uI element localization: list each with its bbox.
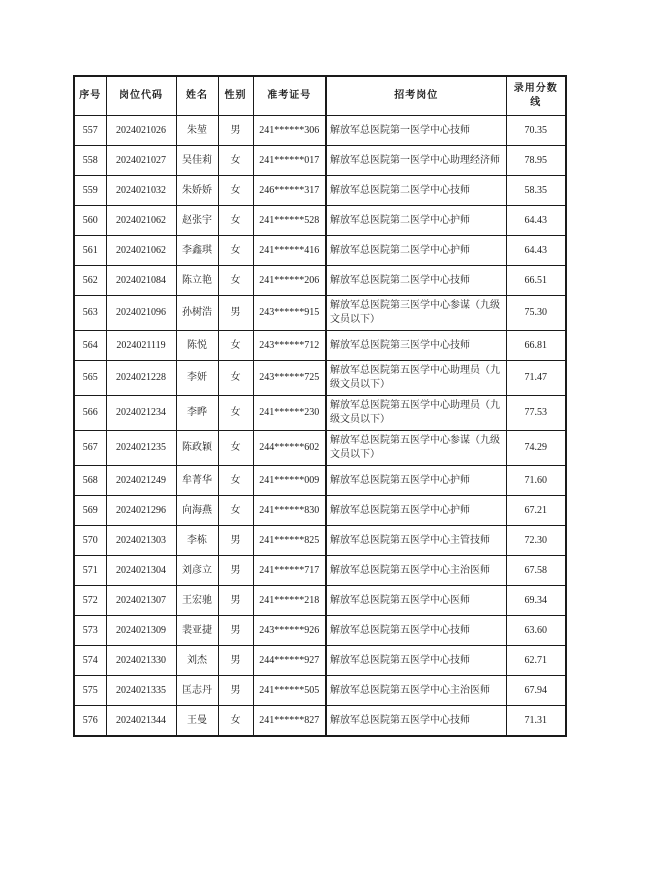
exam-id-cell: 241******528 xyxy=(253,206,326,236)
serial-number-cell: 569 xyxy=(74,496,106,526)
gender-cell: 女 xyxy=(218,706,253,737)
recruitment-position-cell: 解放军总医院第二医学中心技师 xyxy=(326,266,506,296)
table-row xyxy=(74,396,566,431)
table-row xyxy=(74,616,566,646)
score-line-cell: 71.60 xyxy=(506,466,566,496)
name-cell: 赵张宇 xyxy=(176,206,218,236)
score-line-cell: 64.43 xyxy=(506,206,566,236)
recruitment-position-cell: 解放军总医院第五医学中心护师 xyxy=(326,496,506,526)
name-cell: 匡志丹 xyxy=(176,676,218,706)
score-table xyxy=(73,75,567,737)
exam-id-cell: 246******317 xyxy=(253,176,326,206)
name-cell: 陈立艳 xyxy=(176,266,218,296)
recruitment-position-cell: 解放军总医院第五医学中心主治医师 xyxy=(326,676,506,706)
gender-cell: 女 xyxy=(218,331,253,361)
name-cell: 刘彦立 xyxy=(176,556,218,586)
serial-number-cell: 561 xyxy=(74,236,106,266)
exam-id-cell: 243******926 xyxy=(253,616,326,646)
position-code-cell: 2024021304 xyxy=(106,556,176,586)
score-line-cell: 71.47 xyxy=(506,361,566,396)
recruitment-position-cell: 解放军总医院第一医学中心技师 xyxy=(326,116,506,146)
column-header-exam-id: 准考证号 xyxy=(253,76,326,116)
serial-number-cell: 576 xyxy=(74,706,106,737)
serial-number-cell: 565 xyxy=(74,361,106,396)
position-code-cell: 2024021296 xyxy=(106,496,176,526)
serial-number-cell: 566 xyxy=(74,396,106,431)
exam-id-cell: 244******602 xyxy=(253,431,326,466)
column-header-score-line: 录用分数线 xyxy=(506,76,566,116)
table-row xyxy=(74,361,566,396)
score-line-cell: 71.31 xyxy=(506,706,566,737)
gender-cell: 男 xyxy=(218,556,253,586)
name-cell: 王宏驰 xyxy=(176,586,218,616)
name-cell: 朱娇娇 xyxy=(176,176,218,206)
column-header-serial-number: 序号 xyxy=(74,76,106,116)
table-row xyxy=(74,706,566,737)
gender-cell: 男 xyxy=(218,296,253,331)
position-code-cell: 2024021032 xyxy=(106,176,176,206)
name-cell: 李鑫琪 xyxy=(176,236,218,266)
score-line-cell: 77.53 xyxy=(506,396,566,431)
column-header-name: 姓名 xyxy=(176,76,218,116)
name-cell: 陈政颖 xyxy=(176,431,218,466)
table-row xyxy=(74,496,566,526)
recruitment-position-cell: 解放军总医院第五医学中心主治医师 xyxy=(326,556,506,586)
recruitment-position-cell: 解放军总医院第五医学中心助理员（九级文员以下） xyxy=(326,396,506,431)
score-line-cell: 58.35 xyxy=(506,176,566,206)
name-cell: 牟菁华 xyxy=(176,466,218,496)
gender-cell: 女 xyxy=(218,206,253,236)
table-row xyxy=(74,586,566,616)
exam-id-cell: 241******830 xyxy=(253,496,326,526)
position-code-cell: 2024021234 xyxy=(106,396,176,431)
name-cell: 李栋 xyxy=(176,526,218,556)
serial-number-cell: 570 xyxy=(74,526,106,556)
table-row xyxy=(74,676,566,706)
position-code-cell: 2024021084 xyxy=(106,266,176,296)
serial-number-cell: 567 xyxy=(74,431,106,466)
exam-id-cell: 241******717 xyxy=(253,556,326,586)
gender-cell: 女 xyxy=(218,266,253,296)
recruitment-position-cell: 解放军总医院第二医学中心技师 xyxy=(326,176,506,206)
exam-id-cell: 241******009 xyxy=(253,466,326,496)
name-cell: 李妍 xyxy=(176,361,218,396)
score-line-cell: 67.21 xyxy=(506,496,566,526)
recruitment-position-cell: 解放军总医院第三医学中心技师 xyxy=(326,331,506,361)
table-row xyxy=(74,466,566,496)
exam-id-cell: 244******927 xyxy=(253,646,326,676)
exam-id-cell: 241******827 xyxy=(253,706,326,737)
score-line-cell: 62.71 xyxy=(506,646,566,676)
name-cell: 向海燕 xyxy=(176,496,218,526)
serial-number-cell: 575 xyxy=(74,676,106,706)
table-row xyxy=(74,266,566,296)
column-header-recruitment-position: 招考岗位 xyxy=(326,76,506,116)
gender-cell: 女 xyxy=(218,146,253,176)
score-line-cell: 72.30 xyxy=(506,526,566,556)
score-line-cell: 75.30 xyxy=(506,296,566,331)
table-row xyxy=(74,556,566,586)
gender-cell: 男 xyxy=(218,676,253,706)
recruitment-position-cell: 解放军总医院第五医学中心护师 xyxy=(326,466,506,496)
exam-id-cell: 241******230 xyxy=(253,396,326,431)
score-line-cell: 66.81 xyxy=(506,331,566,361)
position-code-cell: 2024021062 xyxy=(106,206,176,236)
table-row xyxy=(74,646,566,676)
gender-cell: 男 xyxy=(218,646,253,676)
table-row xyxy=(74,296,566,331)
exam-id-cell: 241******416 xyxy=(253,236,326,266)
score-line-cell: 70.35 xyxy=(506,116,566,146)
position-code-cell: 2024021330 xyxy=(106,646,176,676)
score-line-cell: 78.95 xyxy=(506,146,566,176)
exam-id-cell: 243******725 xyxy=(253,361,326,396)
name-cell: 吴佳莉 xyxy=(176,146,218,176)
table-row xyxy=(74,431,566,466)
recruitment-position-cell: 解放军总医院第五医学中心医师 xyxy=(326,586,506,616)
name-cell: 朱堃 xyxy=(176,116,218,146)
score-line-cell: 63.60 xyxy=(506,616,566,646)
gender-cell: 女 xyxy=(218,466,253,496)
position-code-cell: 2024021027 xyxy=(106,146,176,176)
name-cell: 陈悦 xyxy=(176,331,218,361)
serial-number-cell: 571 xyxy=(74,556,106,586)
position-code-cell: 2024021062 xyxy=(106,236,176,266)
table-row xyxy=(74,116,566,146)
serial-number-cell: 574 xyxy=(74,646,106,676)
gender-cell: 女 xyxy=(218,361,253,396)
serial-number-cell: 557 xyxy=(74,116,106,146)
score-line-cell: 67.58 xyxy=(506,556,566,586)
table-row xyxy=(74,146,566,176)
exam-id-cell: 241******206 xyxy=(253,266,326,296)
table-header xyxy=(74,76,566,116)
name-cell: 裴亚捷 xyxy=(176,616,218,646)
position-code-cell: 2024021228 xyxy=(106,361,176,396)
position-code-cell: 2024021096 xyxy=(106,296,176,331)
serial-number-cell: 564 xyxy=(74,331,106,361)
column-header-gender: 性别 xyxy=(218,76,253,116)
name-cell: 王曼 xyxy=(176,706,218,737)
recruitment-position-cell: 解放军总医院第五医学中心技师 xyxy=(326,616,506,646)
gender-cell: 男 xyxy=(218,616,253,646)
recruitment-position-cell: 解放军总医院第五医学中心技师 xyxy=(326,646,506,676)
gender-cell: 男 xyxy=(218,586,253,616)
position-code-cell: 2024021249 xyxy=(106,466,176,496)
recruitment-position-cell: 解放军总医院第五医学中心助理员（九级文员以下） xyxy=(326,361,506,396)
serial-number-cell: 573 xyxy=(74,616,106,646)
serial-number-cell: 568 xyxy=(74,466,106,496)
column-header-position-code: 岗位代码 xyxy=(106,76,176,116)
position-code-cell: 2024021307 xyxy=(106,586,176,616)
table-body xyxy=(74,116,566,737)
score-line-cell: 74.29 xyxy=(506,431,566,466)
serial-number-cell: 558 xyxy=(74,146,106,176)
serial-number-cell: 563 xyxy=(74,296,106,331)
exam-id-cell: 241******505 xyxy=(253,676,326,706)
score-line-cell: 66.51 xyxy=(506,266,566,296)
table-row xyxy=(74,206,566,236)
score-line-cell: 69.34 xyxy=(506,586,566,616)
table-row xyxy=(74,526,566,556)
recruitment-position-cell: 解放军总医院第五医学中心技师 xyxy=(326,706,506,737)
recruitment-position-cell: 解放军总医院第五医学中心参谋（九级文员以下） xyxy=(326,431,506,466)
recruitment-position-cell: 解放军总医院第三医学中心参谋（九级文员以下） xyxy=(326,296,506,331)
recruitment-position-cell: 解放军总医院第二医学中心护师 xyxy=(326,206,506,236)
exam-id-cell: 241******825 xyxy=(253,526,326,556)
exam-id-cell: 241******306 xyxy=(253,116,326,146)
serial-number-cell: 560 xyxy=(74,206,106,236)
gender-cell: 女 xyxy=(218,431,253,466)
gender-cell: 女 xyxy=(218,496,253,526)
exam-id-cell: 243******712 xyxy=(253,331,326,361)
position-code-cell: 2024021309 xyxy=(106,616,176,646)
recruitment-position-cell: 解放军总医院第五医学中心主管技师 xyxy=(326,526,506,556)
table-row xyxy=(74,176,566,206)
name-cell: 孙树浩 xyxy=(176,296,218,331)
header-row xyxy=(74,76,566,116)
gender-cell: 女 xyxy=(218,396,253,431)
table-row xyxy=(74,236,566,266)
name-cell: 李晔 xyxy=(176,396,218,431)
name-cell: 刘杰 xyxy=(176,646,218,676)
gender-cell: 女 xyxy=(218,176,253,206)
serial-number-cell: 562 xyxy=(74,266,106,296)
exam-id-cell: 243******915 xyxy=(253,296,326,331)
position-code-cell: 2024021303 xyxy=(106,526,176,556)
serial-number-cell: 572 xyxy=(74,586,106,616)
gender-cell: 男 xyxy=(218,526,253,556)
position-code-cell: 2024021344 xyxy=(106,706,176,737)
score-line-cell: 64.43 xyxy=(506,236,566,266)
recruitment-position-cell: 解放军总医院第一医学中心助理经济师 xyxy=(326,146,506,176)
table-row xyxy=(74,331,566,361)
position-code-cell: 2024021119 xyxy=(106,331,176,361)
gender-cell: 女 xyxy=(218,236,253,266)
position-code-cell: 2024021335 xyxy=(106,676,176,706)
position-code-cell: 2024021235 xyxy=(106,431,176,466)
recruitment-position-cell: 解放军总医院第二医学中心护师 xyxy=(326,236,506,266)
gender-cell: 男 xyxy=(218,116,253,146)
exam-id-cell: 241******218 xyxy=(253,586,326,616)
score-line-cell: 67.94 xyxy=(506,676,566,706)
exam-id-cell: 241******017 xyxy=(253,146,326,176)
serial-number-cell: 559 xyxy=(74,176,106,206)
position-code-cell: 2024021026 xyxy=(106,116,176,146)
